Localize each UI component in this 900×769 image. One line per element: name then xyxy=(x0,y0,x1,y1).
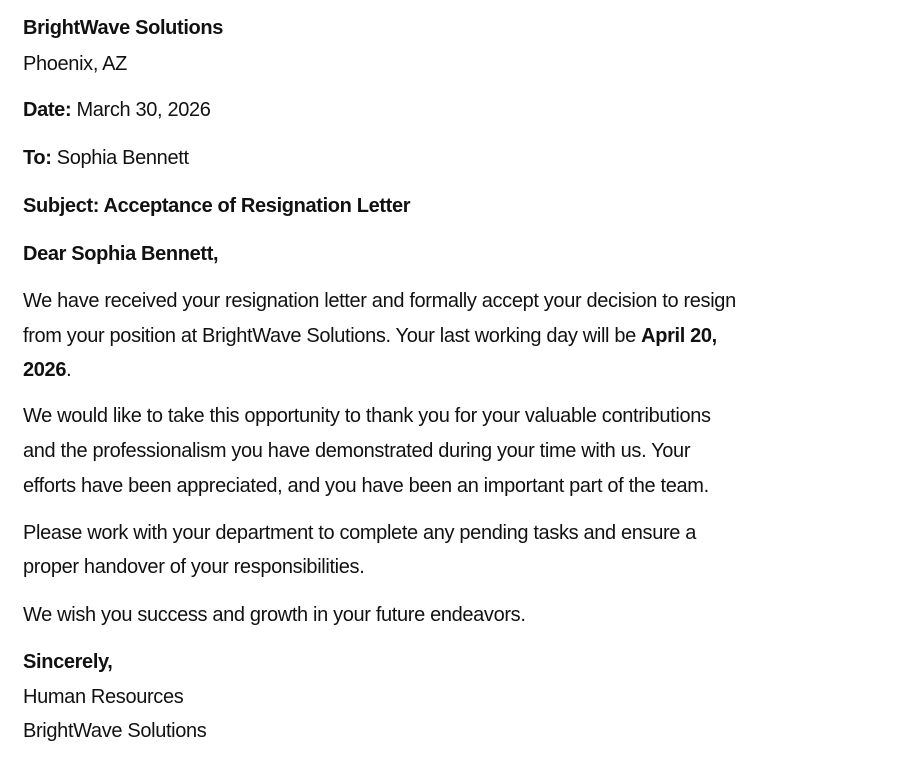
paragraph-text: from your position at BrightWave Solutions. Your last working day will be xyxy=(23,325,642,347)
paragraph-line: We would like to take this opportunity to thank you for your valuable contributions xyxy=(23,405,711,427)
date-value: March 30, 2026 xyxy=(71,99,211,121)
paragraph-wishes: We wish you success and growth in your future endeavors. xyxy=(23,604,526,626)
signature-company: BrightWave Solutions xyxy=(23,720,207,742)
date-label: Date: xyxy=(23,99,72,121)
recipient-line xyxy=(23,146,189,170)
salutation: Dear Sophia Bennett, xyxy=(23,243,219,265)
subject-line: Subject: Acceptance of Resignation Letter xyxy=(23,195,411,217)
paragraph-line xyxy=(23,324,717,348)
company-name: BrightWave Solutions xyxy=(23,17,224,39)
last-day-date: April 20, xyxy=(641,325,717,347)
paragraph-text: . xyxy=(66,359,72,381)
paragraph-line: proper handover of your responsibilities. xyxy=(23,556,365,578)
paragraph-line: We have received your resignation letter and formally accept your decision to resign xyxy=(23,290,736,312)
to-label: To: xyxy=(23,147,52,169)
paragraph-line: efforts have been appreciated, and you have been an important part of the team. xyxy=(23,475,709,497)
paragraph-line: Please work with your department to complete any pending tasks and ensure a xyxy=(23,522,697,544)
date-line xyxy=(23,98,211,122)
last-day-year: 2026 xyxy=(23,359,67,381)
paragraph-line xyxy=(23,358,71,382)
to-value: Sophia Bennett xyxy=(51,147,189,169)
paragraph-line: and the professionalism you have demonstrated during your time with us. Your xyxy=(23,440,691,462)
closing: Sincerely, xyxy=(23,651,113,673)
signature-department: Human Resources xyxy=(23,686,184,708)
company-location: Phoenix, AZ xyxy=(23,53,127,75)
